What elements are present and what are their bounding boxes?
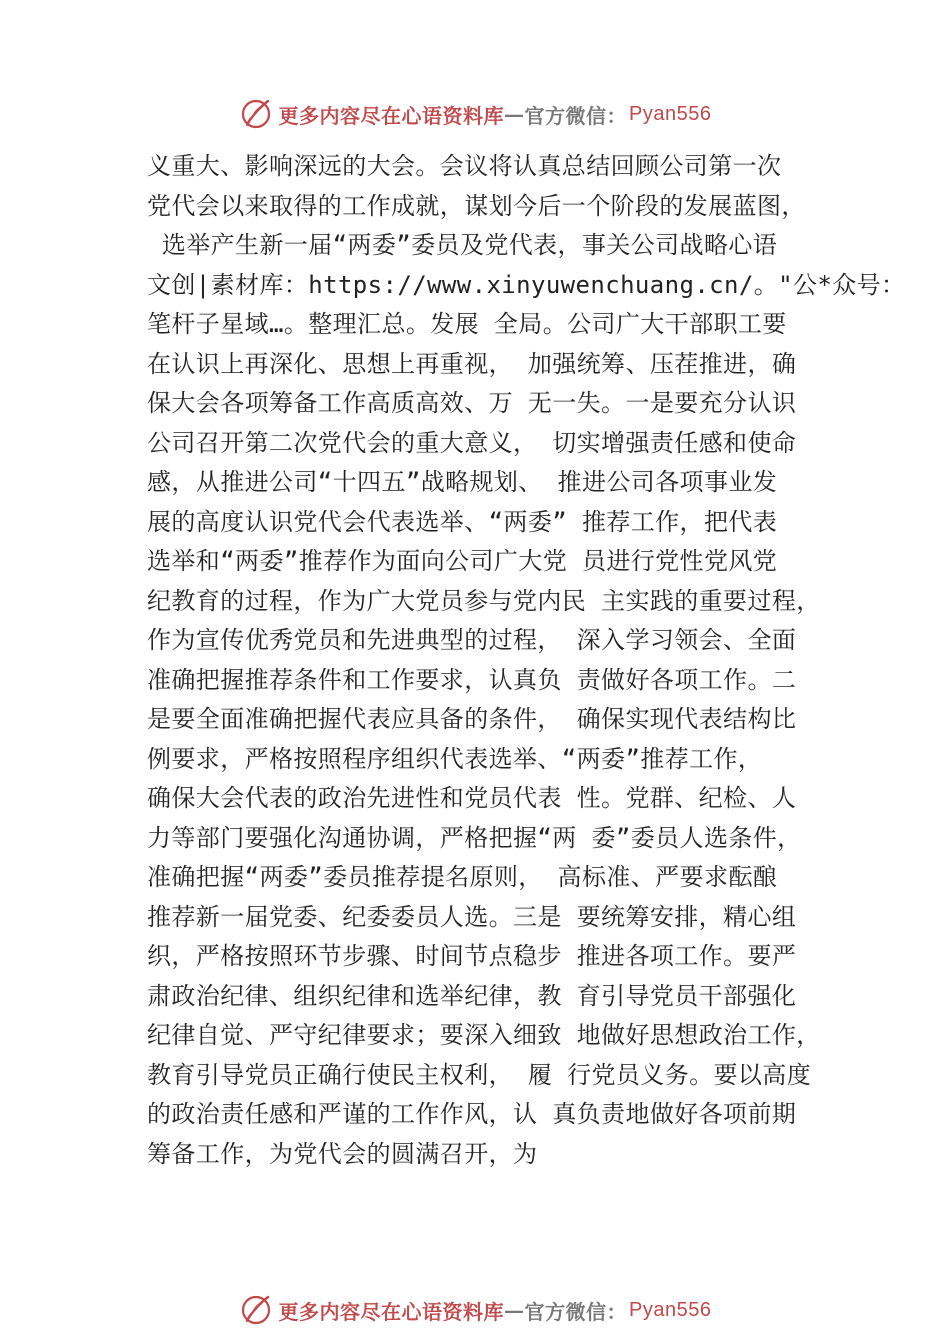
body-text-line: 选举产生新一届“两委”委员及党代表，事关公司战略心语 — [147, 231, 778, 259]
header-separator: — — [504, 102, 525, 126]
header-banner — [0, 94, 950, 134]
body-text-line: 感，从推进公司“十四五”战略规划、 推进公司各项事业发 — [147, 468, 778, 496]
body-text-line: 保大会各项筹备工作高质高效、万 无一失。一是要充分认识 — [147, 389, 797, 417]
body-text-line: 选举和“两委”推荐作为面向公司广大党 员进行党性党风党 — [147, 547, 778, 575]
body-text-line: 纪教育的过程，作为广大党员参与党内民 主实践的重要过程， — [147, 586, 821, 615]
quill-logo-icon — [239, 1293, 273, 1327]
quill-logo-icon — [239, 97, 273, 131]
header-banner-text — [279, 100, 712, 129]
footer-banner-text — [279, 1296, 712, 1325]
footer-separator: — — [504, 1298, 525, 1322]
footer-banner — [0, 1290, 950, 1330]
body-text-line: 准确把握推荐条件和工作要求，认真负 责做好各项工作。二 — [147, 665, 797, 694]
body-text-line: 在认识上再深化、思想上再重视， 加强统筹、压茬推进，确 — [147, 349, 797, 378]
body-text-line: 展的高度认识党代会代表选举、“两委” 推荐工作，把代表 — [147, 507, 778, 536]
body-text-line: 的政治责任感和严谨的工作作风，认 真负责地做好各项前期 — [147, 1100, 797, 1128]
header-contact-id: Pyan556 — [629, 102, 712, 125]
body-text-line: 例要求，严格按照程序组织代表选举、“两委”推荐工作， — [147, 744, 763, 773]
body-text-line: 笔杆子星域…。整理汇总。发展 全局。公司广大干部职工要 — [147, 310, 787, 338]
footer-brand-text: 更多内容尽在心语资料库 — [278, 1299, 505, 1324]
body-text-line: 筹备工作，为党代会的圆满召开，为 — [147, 1139, 538, 1168]
body-text-line: 是要全面准确把握代表应具备的条件， 确保实现代表结构比 — [147, 705, 797, 733]
body-text-line: 党代会以来取得的工作成就，谋划今后一个阶段的发展蓝图， — [147, 191, 806, 220]
body-text-line: 力等部门要强化沟通协调，严格把握“两 委”委员人选条件， — [147, 823, 802, 852]
document-body — [147, 147, 906, 1174]
body-text-line: 织，严格按照环节步骤、时间节点稳步 推进各项工作。要严 — [147, 942, 797, 970]
footer-contact-id: Pyan556 — [629, 1298, 712, 1321]
header-brand-text: 更多内容尽在心语资料库 — [278, 103, 505, 128]
footer-contact-label: 官方微信： — [524, 1299, 628, 1324]
body-text-line: 确保大会代表的政治先进性和党员代表 性。党群、纪检、人 — [147, 784, 797, 812]
body-text-line: 公司召开第二次党代会的重大意义， 切实增强责任感和使命 — [147, 428, 797, 457]
body-text-line: 文创|素材库：https://www.xinyuwenchuang.cn/。"公*众号： — [147, 270, 906, 299]
body-text-line: 教育引导党员正确行使民主权利， 履 行党员义务。要以高度 — [147, 1060, 812, 1089]
body-text-line: 肃政治纪律、组织纪律和选举纪律，教 育引导党员干部强化 — [147, 981, 797, 1010]
header-contact-label: 官方微信： — [524, 103, 628, 128]
body-text-line: 义重大、影响深远的大会。会议将认真总结回顾公司第一次 — [147, 152, 782, 180]
body-text-line: 作为宣传优秀党员和先进典型的过程， 深入学习领会、全面 — [147, 626, 797, 654]
body-text-line: 准确把握“两委”委员推荐提名原则， 高标准、严要求酝酿 — [147, 863, 778, 891]
body-text-line: 推荐新一届党委、纪委委员人选。三是 要统筹安排，精心组 — [147, 902, 797, 931]
body-text-line: 纪律自觉、严守纪律要求；要深入细致 地做好思想政治工作， — [147, 1021, 821, 1049]
